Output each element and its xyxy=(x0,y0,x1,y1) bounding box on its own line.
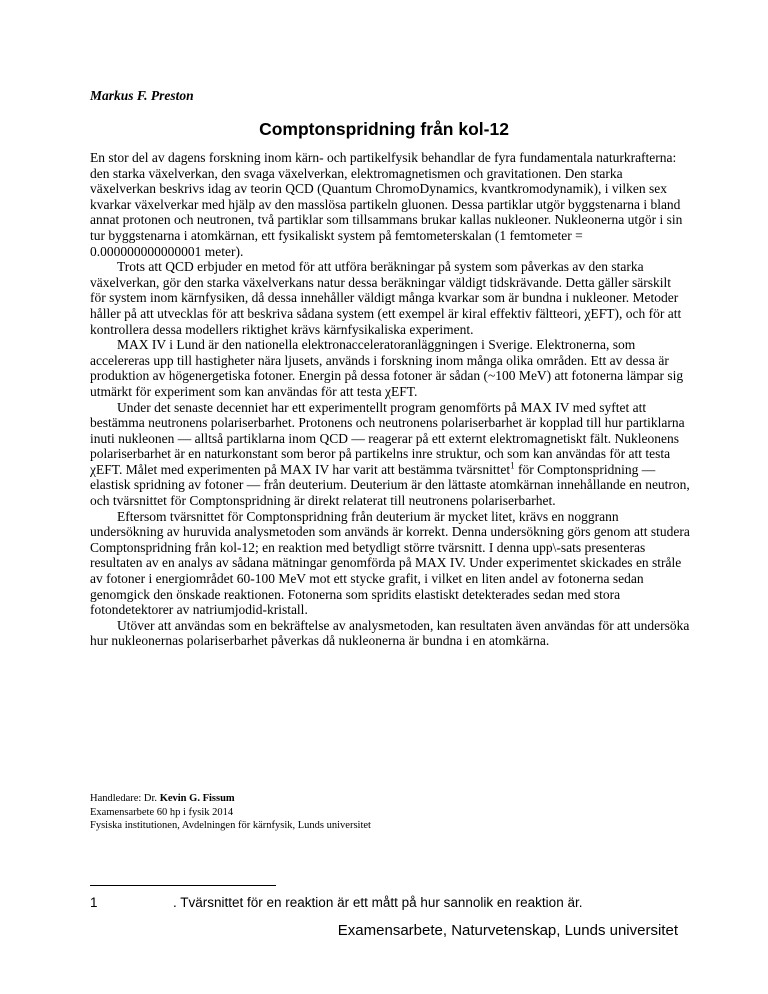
paragraph-1: En stor del av dagens forskning inom kärn- och partikelfysik behandlar de fyra fundamentala naturkrafterna: den starka växelverkan, den svaga växelverkan, elektromagnetismen och gravitationen. Den starka växelverkan beskrivs idag av teorin QCD (Quantum ChromoDynamics, kvantkromodynamik), i vilken sex kvarkar växelverkar med hjälp av den masslösa partikeln gluonen. Dessa partiklar utgör byggstenarna i bland annat protonen och neutronen, två partiklar som tillsammans brukar kallas nukleoner. Nukleonerna utgör i sin tur byggstenarna i atomkärnan, ett fysikaliskt system på femtometerskalan (1 femtometer = 0.000000000000001 meter). xyxy=(90,150,683,259)
paragraph-3: MAX IV i Lund är den nationella elektronacceleratoranläggningen i Sverige. Elektronerna, som accelereras upp till hastigheter nära ljusets, används i forskning inom många olika områden. Ett av dessa är produktion av högenergetiska fotoner. Energin på dessa fotoner är sådan (~100 MeV) att fotonerna lämpar sig utmärkt för experiment som kan användas för att testa χEFT. xyxy=(90,337,684,399)
thesis-line: Examensarbete 60 hp i fysik 2014 xyxy=(90,806,234,818)
supervisor-name: Kevin G. Fissum xyxy=(159,793,235,804)
footnote-divider xyxy=(90,885,276,886)
author-name: Markus F. Preston xyxy=(90,88,194,103)
paragraph-6: Utöver att användas som en bekräftelse av analysmetoden, kan resultaten även användas för att undersöka hur nukleonernas polariserbarhet påverkas då nukleonerna är bundna i en atomkärna. xyxy=(90,617,690,649)
thesis-metadata xyxy=(90,792,690,833)
footnote-reference[interactable]: 1 xyxy=(510,460,515,471)
paragraph-2: Trots att QCD erbjuder en metod för att utföra beräkningar på system som påverkas av den starka växelverkan, gör den starka växelverkans natur dessa beräkningar väldigt tidskrävande. Detta gäller särskilt för system inom kärnfysiken, då dessa innehåller väldigt många kvarkar som är bundna i nukleoner. Metoder håller på att utvecklas för att beskriva sådana system (ett exempel är kiral effektiv fältteori, χEFT), och för att kontrollera dessa modellers riktighet krävs kärnfysikaliska experiment. xyxy=(90,259,682,337)
paragraph-4 xyxy=(90,400,690,509)
institution-line: Fysiska institutionen, Avdelningen för kärnfysik, Lunds universitet xyxy=(90,820,371,831)
paragraph-4-tail: för Comptonspridning — elastisk spridning av fotoner — från deuterium. Deuterium är den lättaste atomkärnan innehållande en neutron, och tvärsnittet för Comptonspridning är direkt relaterat till neutronens polariserbarhet. xyxy=(90,461,690,509)
paragraph-5: Eftersom tvärsnittet för Comptonspridning från deuterium är mycket litet, krävs en noggrann undersökning av huruvida analysmetoden som används är korrekt. Denna undersökning görs genom att studera Comptonspridning från kol-12; en reaktion med betydligt större tvärsnitt. I denna upp\-sats presenteras resultaten av en analys av sådana mätningar genomförda på MAX IV. Under experimentet skickades en stråle av fotoner i energiområdet 60-100 MeV mot ett stycke grafit, i vilket en liten andel av fotonerna sedan genomgick den önskade reaktionen. Fotonerna som spridits elastiskt detekterades sedan med stora fotondetektorer av natriumjodid-kristall. xyxy=(90,508,690,618)
supervisor-line xyxy=(90,792,690,806)
abstract-body xyxy=(90,150,690,649)
footnote-number: 1 xyxy=(90,895,98,910)
page-footer: Examensarbete, Naturvetenskap, Lunds universitet xyxy=(337,922,678,939)
footnote-text: . Tvärsnittet för en reaktion är ett mått på hur sannolik en reaktion är. xyxy=(173,895,583,910)
supervisor-prefix: Handledare: Dr. xyxy=(90,793,160,804)
document-title: Comptonspridning från kol-12 xyxy=(259,119,509,139)
paragraph-4-text: Under det senaste decenniet har ett experimentellt program genomförts på MAX IV med syftet att bestämma neutronens polariserbarhet. Protonens och neutronens polariserbarhet är kopplad till hur partiklarna inuti nukleonen — alltså partiklarna inom QCD — reagerar på ett externt elektromagnetiskt fält. Nukleonens polariserbarhet är en naturkonstant som beror på partikelns inre struktur, och som kan användas för att testa χEFT. Målet med experimenten på MAX IV har varit att bestämma tvärsnittet xyxy=(90,399,685,477)
